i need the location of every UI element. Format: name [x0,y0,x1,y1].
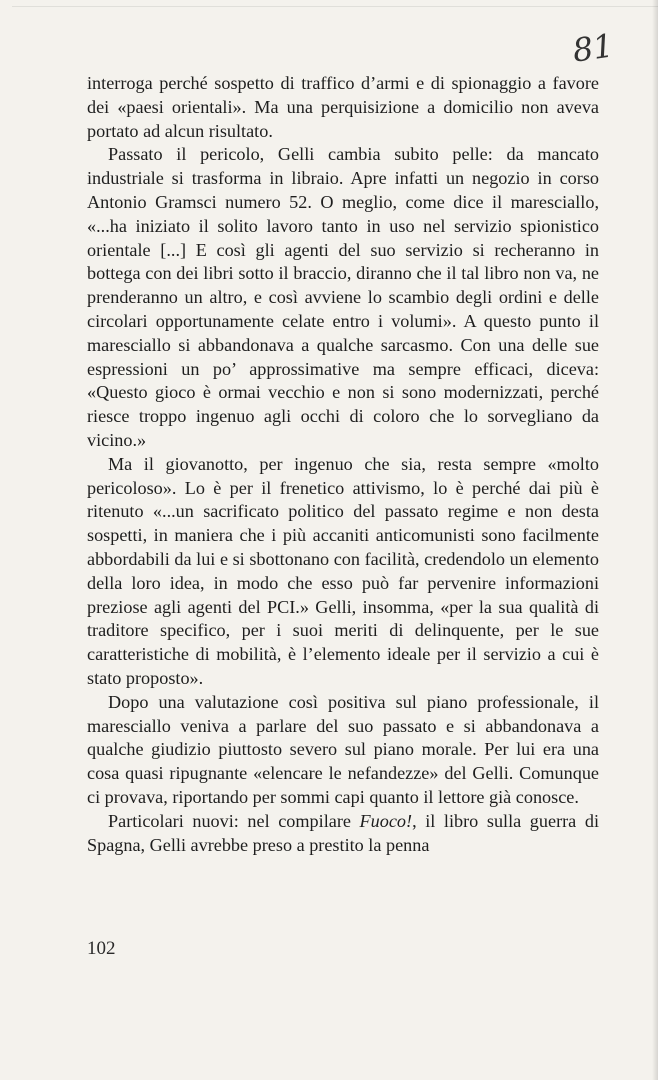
body-text [87,72,599,857]
paragraph-1: interroga perché sospetto di traffico d’armi e di spionaggio a favore dei «paesi orientali». Ma una perquisizione a domicilio non aveva portato ad alcun risultato. [87,73,599,141]
page-number: 102 [87,938,116,959]
paragraph-2: Passato il pericolo, Gelli cambia subito pelle: da mancato industriale si trasforma in libraio. Apre infatti un negozio in corso Antonio Gramsci numero 52. O meglio, come dice il maresciallo, «...ha iniziato il solito lavoro tanto in uso nel servizio spionistico orientale [...] E così gli agenti del suo servizio si recheranno in bottega con dei libri sotto il braccio, diranno che il tal libro non va, ne prenderanno un altro, e così avviene lo scambio degli ordini e delle circolari opportunamente celate entro i volumi». A questo punto il maresciallo si abbandonava a qualche sarcasmo. Con una delle sue espressioni un po’ approssimative ma sempre efficaci, diceva: «Questo gioco è ormai vecchio e non si sono modernizzati, perché riesce troppo ingenuo agli occhi di coloro che lo sorvegliano da vicino.» [87,144,599,450]
paragraph-3: Ma il giovanotto, per ingenuo che sia, resta sempre «molto pericoloso». Lo è per il frenetico attivismo, lo è perché dai più è ritenuto «...un sacrificato politico del passato regime e non desta sospetti, in maniera che i più accaniti anticomunisti sono facilmente abbordabili da lui e si sbottonano con facilità, credendolo un elemento della loro idea, in modo che esso può far pervenire informazioni preziose agli agenti del PCI.» Gelli, insomma, «per la sua qualità di traditore specifico, per i suoi meriti di delinquente, per le sue caratteristiche di mobilità, è l’elemento ideale per il servizio a cui è stato proposto». [87,453,599,688]
paragraph-5-end: , il libro sulla guerra di Spagna, Gelli avrebbe preso a prestito la penna [87,810,599,855]
book-title-fuoco: Fuoco! [359,810,413,831]
handwritten-page-annotation: 81 [570,26,616,70]
paragraph-5 [87,810,599,858]
page-top-edge [12,6,658,7]
paragraph-5-start: Particolari nuovi: nel compilare [108,810,360,831]
paragraph-4: Dopo una valutazione così positiva sul piano professionale, il maresciallo veniva a parlare del suo passato e si abbandonava a qualche giudizio piuttosto severo sul piano morale. Per lui era una cosa quasi ripugnante «elencare le nefandezze» del Gelli. Comunque ci provava, riportando per sommi capi quanto il lettore già conosce. [87,691,599,807]
page-edge-shadow [652,0,658,1080]
